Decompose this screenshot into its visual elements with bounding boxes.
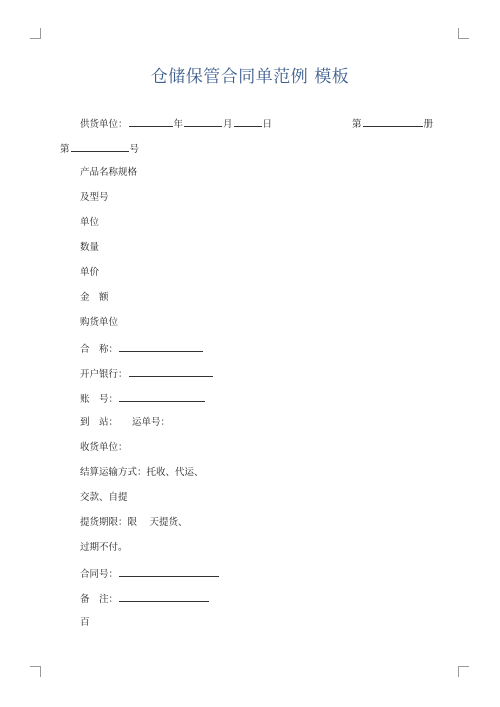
settlement-label: 结算运输方式：托收、代运、 [80, 467, 204, 478]
bank-blank[interactable] [129, 366, 213, 377]
volume-blank[interactable] [363, 116, 423, 127]
supplier-label: 供货单位： [80, 119, 128, 130]
account-blank[interactable] [119, 391, 205, 402]
station-label: 到 站： [80, 417, 119, 428]
pickup-label: 提货期限：限 天提货、 [80, 517, 188, 528]
corner-mark-bottom-left [30, 666, 41, 677]
supplier-line [80, 116, 272, 132]
name-label: 合 称： [80, 344, 119, 355]
account-line [80, 391, 206, 407]
remark-label: 备 注： [80, 594, 119, 605]
day-blank[interactable] [234, 116, 262, 127]
delivery-label: 交款、自提 [80, 492, 128, 503]
contract-line [80, 566, 220, 582]
corner-mark-bottom-right [458, 666, 469, 677]
volume-line [352, 116, 433, 132]
number-di-label: 第 [60, 144, 70, 155]
receiver-label: 收货单位： [80, 442, 128, 453]
bai-label: 百 [80, 617, 90, 628]
account-label: 账 号： [80, 394, 119, 405]
corner-mark-top-right [458, 28, 469, 39]
unit-price-label: 单价 [80, 267, 100, 278]
day-label: 日 [262, 119, 273, 130]
waybill-label: 运单号： [132, 417, 171, 428]
remark-line [80, 591, 210, 607]
number-line [60, 141, 139, 157]
overdue-label: 过期不付。 [80, 542, 128, 553]
unit-label: 单位 [80, 217, 100, 228]
bank-line [80, 366, 214, 382]
month-blank[interactable] [184, 116, 222, 127]
document-title: 仓储保管合同单范例 模板 [150, 67, 350, 87]
contract-no-blank[interactable] [119, 566, 219, 577]
bank-label: 开户银行： [80, 369, 128, 380]
remark-blank[interactable] [119, 591, 209, 602]
number-hao-label: 号 [129, 144, 140, 155]
name-blank[interactable] [119, 341, 203, 352]
model-label: 及型号 [80, 192, 109, 203]
quantity-label: 数量 [80, 242, 100, 253]
product-name-label: 产品名称规格 [80, 167, 138, 178]
corner-mark-top-left [30, 28, 41, 39]
contract-no-label: 合同号： [80, 569, 119, 580]
supplier-blank[interactable] [129, 116, 173, 127]
station-line [80, 416, 170, 430]
volume-ce-label: 册 [423, 119, 434, 130]
amount-label: 金 额 [80, 292, 109, 303]
month-label: 月 [223, 119, 233, 130]
name-line [80, 341, 204, 357]
volume-di-label: 第 [352, 119, 362, 130]
buyer-unit-label: 购货单位 [80, 317, 119, 328]
number-blank[interactable] [71, 141, 129, 152]
year-label: 年 [173, 119, 184, 130]
